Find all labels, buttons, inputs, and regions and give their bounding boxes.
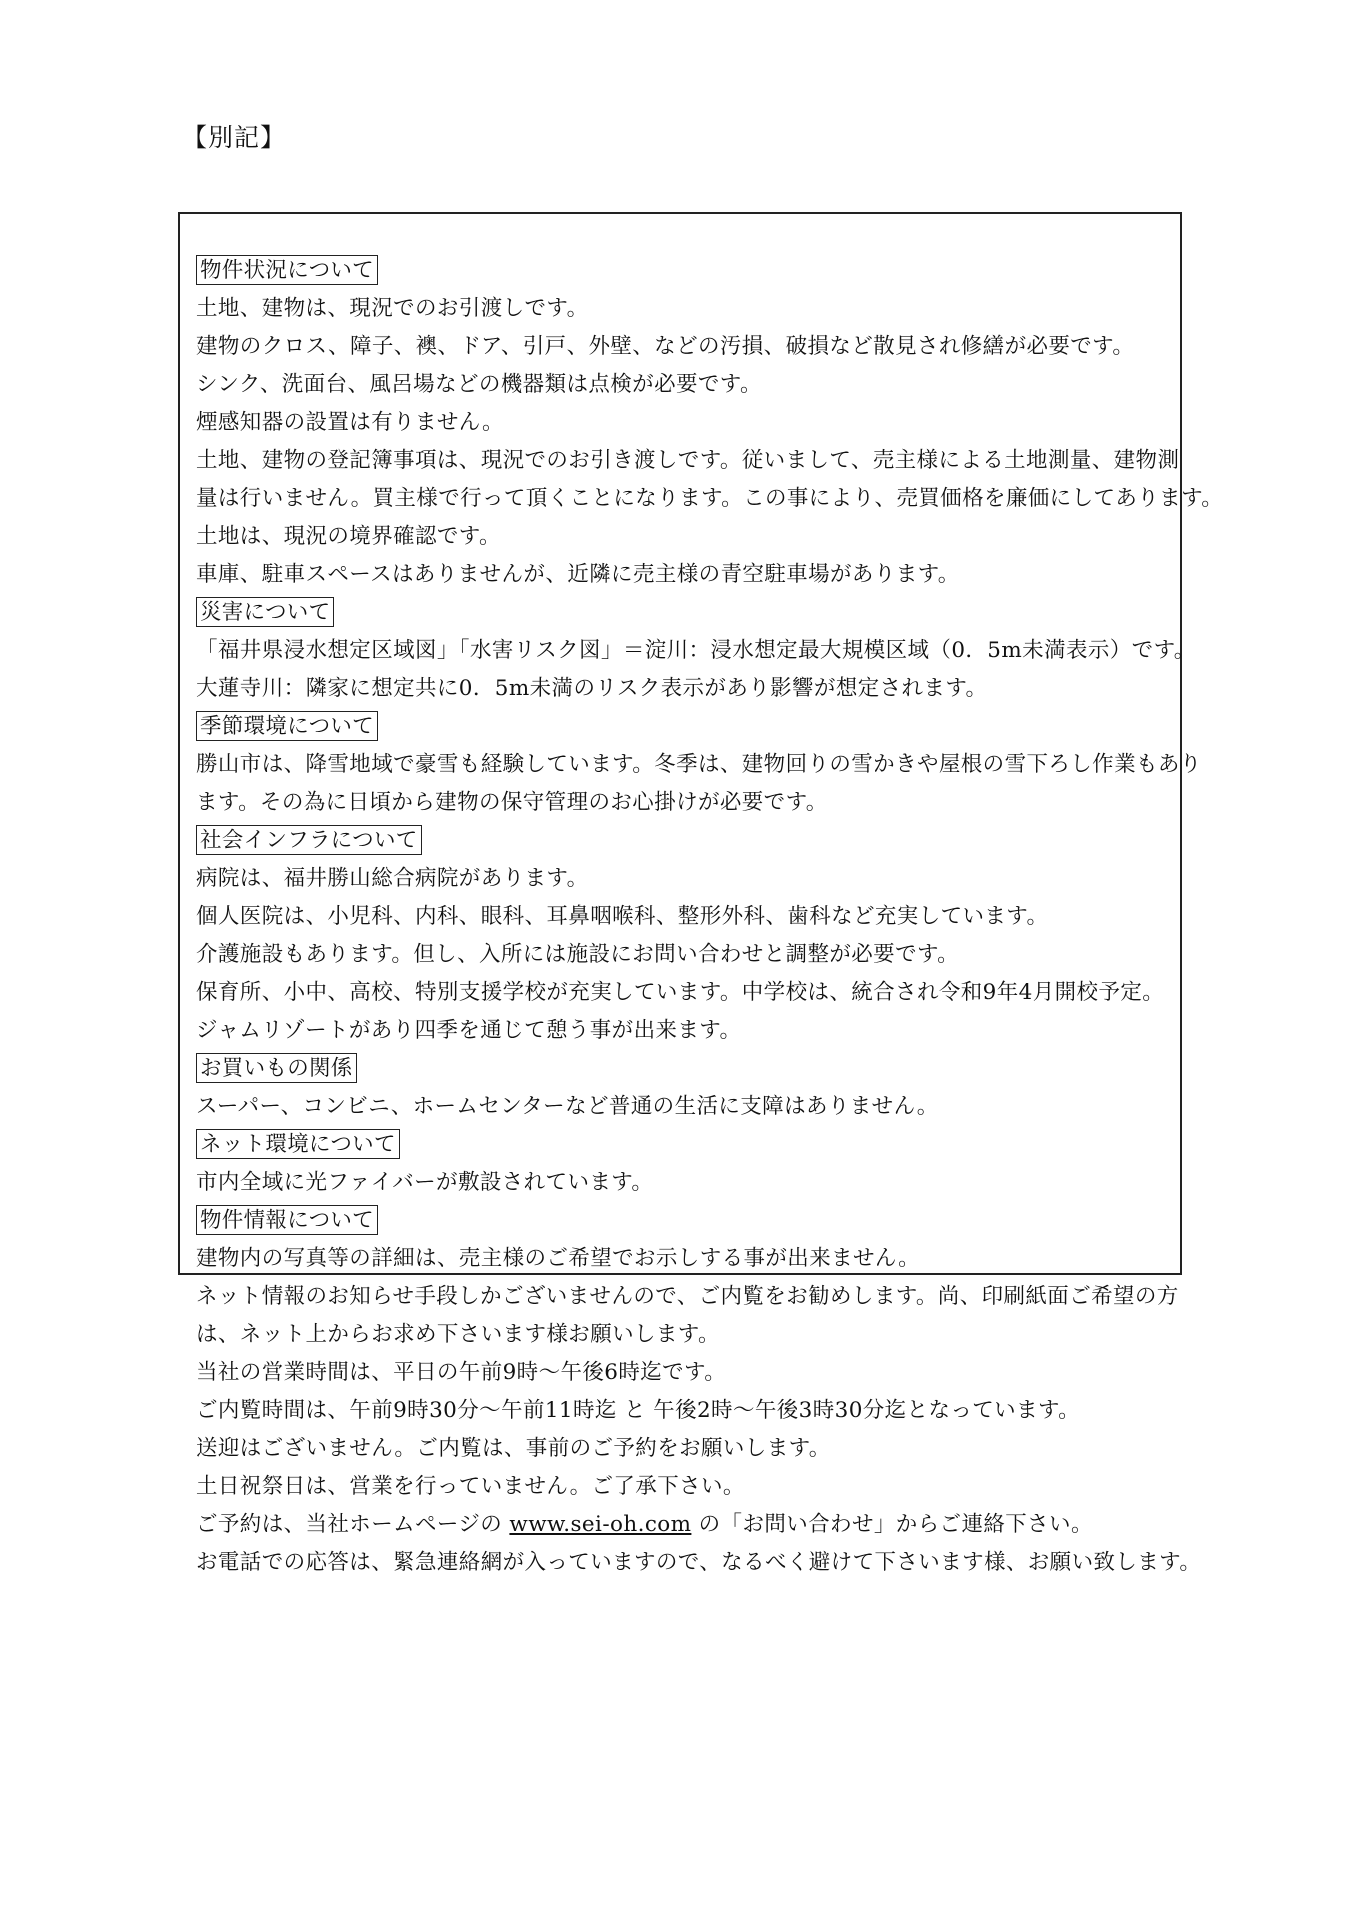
text-line: 個人医院は、小児科、内科、眼科、耳鼻咽喉科、整形外科、歯科など充実しています。 [196, 904, 1049, 929]
text-line: 煙感知器の設置は有りません。 [196, 410, 504, 435]
text-line: 病院は、福井勝山総合病院があります。 [196, 866, 589, 891]
text-line: スーパー、コンビニ、ホームセンターなど普通の生活に支障はありません。 [196, 1094, 939, 1119]
text-line: ジャムリゾートがあり四季を通じて憩う事が出来ます。 [196, 1018, 742, 1043]
notice-box [178, 212, 1224, 1575]
section-heading: 社会インフラについて [196, 825, 422, 855]
section-heading: ネット環境について [196, 1129, 400, 1159]
text-line: 大蓮寺川：隣家に想定共に0．5m未満のリスク表示があり影響が想定されます。 [196, 676, 988, 701]
page-label: 【別記】 [182, 123, 287, 152]
text-line: 送迎はございません。ご内覧は、事前のご予約をお願いします。 [196, 1436, 831, 1461]
text-line: 勝山市は、降雪地域で豪雪も経験しています。冬季は、建物回りの雪かきや屋根の雪下ろし作業もあり [196, 752, 1202, 777]
section-heading: 物件情報について [196, 1205, 378, 1235]
section-heading: 災害について [196, 597, 334, 627]
text-line: 量は行いません。買主様で行って頂くことになります。この事により、売買価格を廉価にしてあります。 [196, 486, 1224, 511]
text-line: 当社の営業時間は、平日の午前9時～午後6時迄です。 [196, 1360, 727, 1385]
text-line: 市内全域に光ファイバーが敷設されています。 [196, 1170, 654, 1195]
text-line: 建物のクロス、障子、襖、ドア、引戸、外壁、などの汚損、破損など散見され修繕が必要です。 [196, 334, 1135, 359]
section-shopping [196, 1050, 1180, 1126]
text-line: 車庫、駐車スペースはありませんが、近隣に売主様の青空駐車場があります。 [196, 562, 960, 587]
text-line: 保育所、小中、高校、特別支援学校が充実しています。中学校は、統合され令和9年4月開校予定。 [196, 980, 1165, 1005]
text-line: 土日祝祭日は、営業を行っていません。ご了承下さい。 [196, 1474, 745, 1499]
text-line: シンク、洗面台、風呂場などの機器類は点検が必要です。 [196, 372, 762, 397]
section-property-info [196, 1202, 1202, 1582]
text-line: 土地、建物は、現況でのお引渡しです。 [196, 296, 589, 321]
section-heading: お買いもの関係 [196, 1053, 357, 1083]
contact-suffix: の「お問い合わせ」からご連絡下さい。 [691, 1512, 1093, 1537]
closing-line: お電話での応答は、緊急連絡網が入っていますので、なるべく避けて下さいます様、お願い致します。 [196, 1550, 1202, 1575]
section-seasonal-environment [196, 708, 1202, 822]
section-network [196, 1126, 1180, 1202]
text-line: 土地、建物の登記簿事項は、現況でのお引き渡しです。従いまして、売主様による土地測量、建物測 [196, 448, 1180, 473]
text-line: は、ネット上からお求め下さいます様お願いします。 [196, 1322, 720, 1347]
section-social-infrastructure [196, 822, 1180, 1050]
section-disaster [196, 594, 1196, 708]
text-line: ネット情報のお知らせ手段しかございませんので、ご内覧をお勧めします。尚、印刷紙面ご希望の方 [196, 1284, 1179, 1309]
text-line: 建物内の写真等の詳細は、売主様のご希望でお示しする事が出来ません。 [196, 1246, 920, 1271]
homepage-link[interactable]: www.sei-oh.com [509, 1512, 692, 1537]
text-line: 「福井県浸水想定区域図」「水害リスク図」＝淀川：浸水想定最大規模区域（0．5m未満表示）です。 [196, 638, 1196, 663]
text-line: 土地は、現況の境界確認です。 [196, 524, 501, 549]
text-line: ご内覧時間は、午前9時30分～午前11時迄 と 午後2時～午後3時30分迄となっています。 [196, 1398, 1081, 1423]
text-line: ます。その為に日頃から建物の保守管理のお心掛けが必要です。 [196, 790, 828, 815]
contact-prefix: ご予約は、当社ホームページの [196, 1512, 510, 1537]
section-heading: 季節環境について [196, 711, 378, 741]
text-line: 介護施設もあります。但し、入所には施設にお問い合わせと調整が必要です。 [196, 942, 960, 967]
section-heading: 物件状況について [196, 255, 378, 285]
section-property-status [196, 252, 1224, 594]
contact-line [196, 1506, 1180, 1544]
